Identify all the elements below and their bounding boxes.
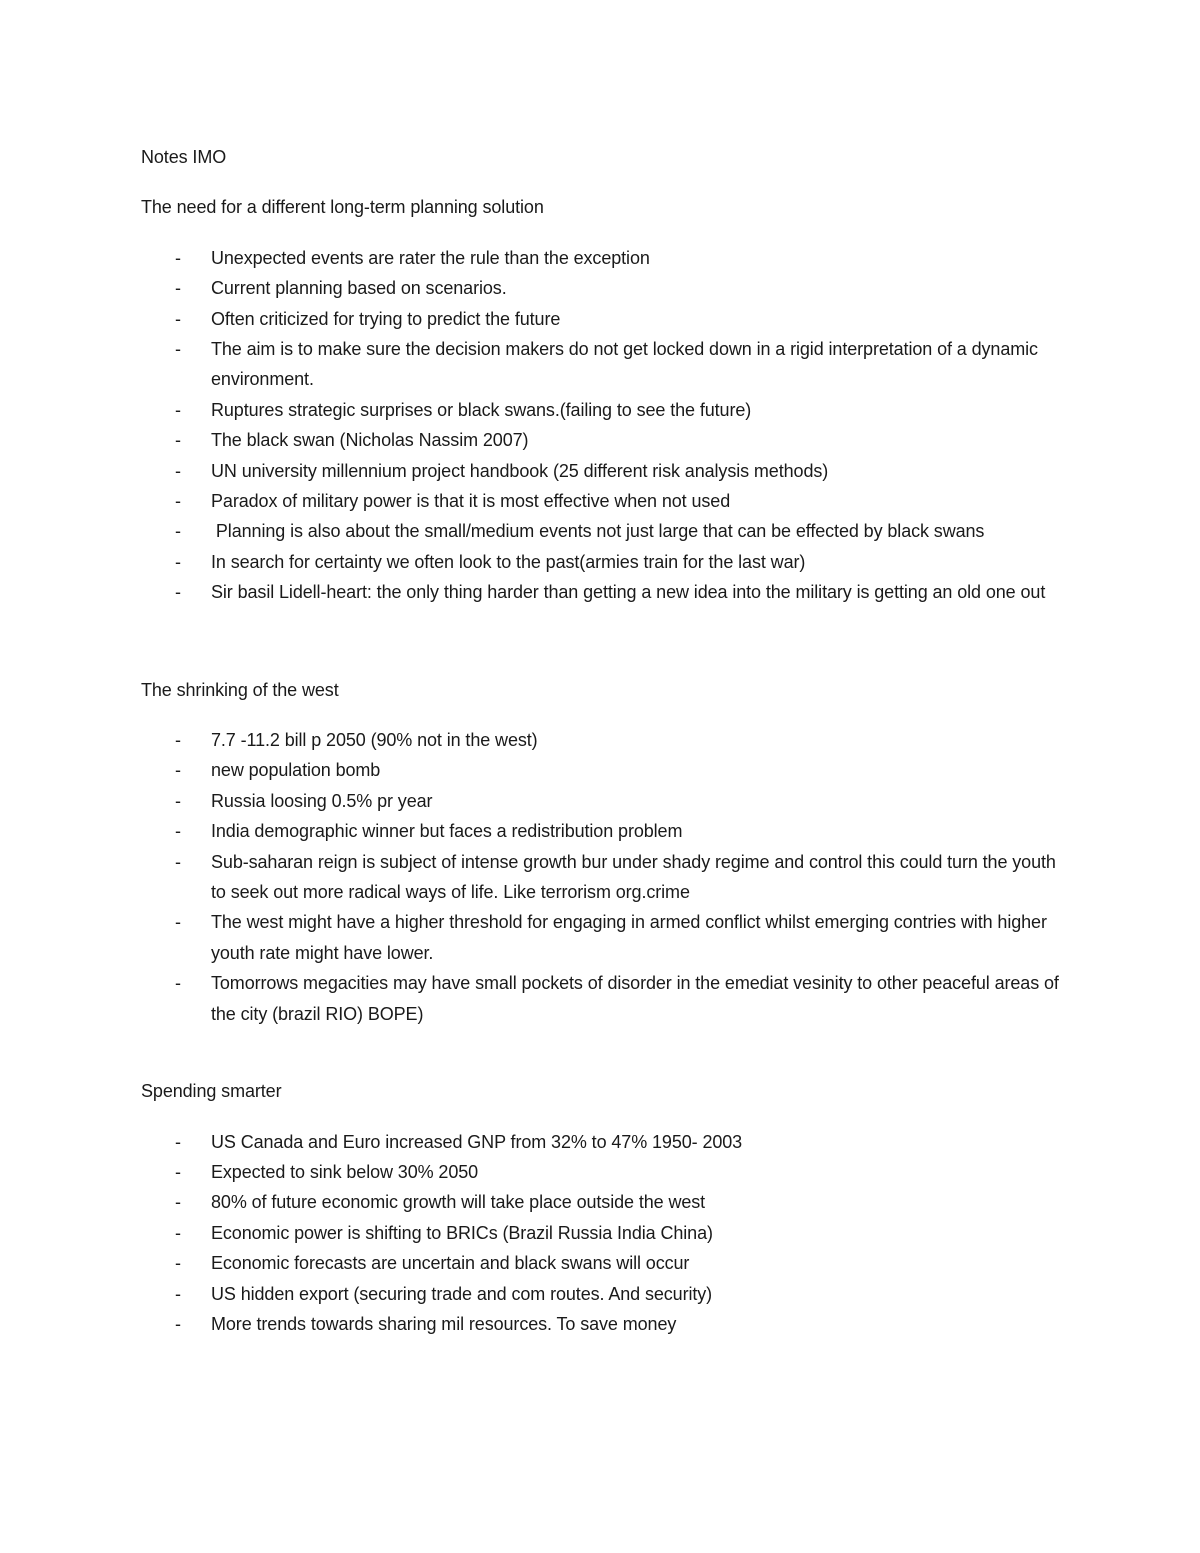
- dash-bullet-icon: -: [175, 1161, 181, 1182]
- list-item: [141, 786, 1071, 816]
- list-item: [141, 816, 1071, 846]
- list-item: [141, 1187, 1071, 1217]
- list-item-text: Tomorrows megacities may have small pockets of disorder in the emediat vesinity to other peaceful areas of the city (brazil RIO) BOPE): [211, 973, 1059, 1024]
- list-item-text: The aim is to make sure the decision makers do not get locked down in a rigid interpretation of a dynamic environment.: [211, 339, 1038, 390]
- bullet-list: [141, 1127, 1071, 1340]
- list-item-text: India demographic winner but faces a redistribution problem: [211, 821, 683, 842]
- list-item-text: 7.7 -11.2 bill p 2050 (90% not in the west): [211, 730, 538, 751]
- list-item-text: Economic forecasts are uncertain and black swans will occur: [211, 1253, 690, 1274]
- list-item: [141, 547, 1071, 577]
- list-item: [141, 243, 1071, 273]
- dash-bullet-icon: -: [175, 278, 181, 299]
- dash-bullet-icon: -: [175, 730, 181, 751]
- list-item: [141, 907, 1071, 968]
- bullet-list: [141, 243, 1071, 608]
- dash-bullet-icon: -: [175, 460, 181, 481]
- section-shrinking-west: [141, 675, 1071, 1029]
- list-item: [141, 273, 1071, 303]
- list-item-text: US Canada and Euro increased GNP from 32% to 47% 1950- 2003: [211, 1131, 743, 1152]
- dash-bullet-icon: -: [175, 821, 181, 842]
- dash-bullet-icon: -: [175, 1222, 181, 1243]
- dash-bullet-icon: -: [175, 247, 181, 268]
- list-item: [141, 1157, 1071, 1187]
- list-item-text: Planning is also about the small/medium events not just large that can be effected by black swans: [211, 521, 985, 542]
- dash-bullet-icon: -: [175, 582, 181, 603]
- dash-bullet-icon: -: [175, 1283, 181, 1304]
- list-item: [141, 1218, 1071, 1248]
- dash-bullet-icon: -: [175, 339, 181, 359]
- dash-bullet-icon: -: [175, 912, 181, 933]
- list-item-text: Sub-saharan reign is subject of intense growth bur under shady regime and control this could turn the youth to seek out more radical ways of life. Like terrorism org.crime: [211, 851, 1056, 903]
- list-item: [141, 755, 1071, 785]
- list-item-text: US hidden export (securing trade and com routes. And security): [211, 1283, 713, 1304]
- list-item: [141, 304, 1071, 334]
- section-spending-smarter: [141, 1076, 1071, 1339]
- list-item-text: Economic power is shifting to BRICs (Brazil Russia India China): [211, 1222, 713, 1243]
- list-item-text: Paradox of military power is that it is most effective when not used: [211, 491, 731, 512]
- document-page: [141, 142, 1071, 1339]
- dash-bullet-icon: -: [175, 551, 181, 572]
- list-item-text: new population bomb: [211, 760, 381, 781]
- bullet-list: [141, 725, 1071, 1029]
- list-item: [141, 1279, 1071, 1309]
- dash-bullet-icon: -: [175, 851, 181, 872]
- list-item: [141, 334, 1071, 395]
- list-item: [141, 725, 1071, 755]
- list-item: [141, 425, 1071, 455]
- list-item: [141, 516, 1071, 546]
- list-item-text: Often criticized for trying to predict the future: [211, 308, 561, 329]
- list-item: [141, 577, 1071, 607]
- dash-bullet-icon: -: [175, 973, 181, 994]
- dash-bullet-icon: -: [175, 491, 181, 512]
- dash-bullet-icon: -: [175, 308, 181, 329]
- list-item-text: Ruptures strategic surprises or black swans.(failing to see the future): [211, 399, 752, 420]
- list-item: [141, 1309, 1071, 1339]
- list-item-text: Current planning based on scenarios.: [211, 278, 507, 299]
- list-item: [141, 847, 1071, 908]
- list-item: [141, 395, 1071, 425]
- list-item: [141, 968, 1071, 1029]
- list-item-text: UN university millennium project handbook (25 different risk analysis methods): [211, 460, 829, 481]
- list-item-text: The black swan (Nicholas Nassim 2007): [211, 430, 529, 451]
- list-item-text: In search for certainty we often look to the past(armies train for the last war): [211, 551, 806, 572]
- list-item-text: More trends towards sharing mil resources. To save money: [211, 1313, 677, 1334]
- list-item: [141, 456, 1071, 486]
- list-item: [141, 1248, 1071, 1278]
- list-item: [141, 1127, 1071, 1157]
- dash-bullet-icon: -: [175, 1192, 181, 1213]
- document-title: Notes IMO: [141, 147, 227, 167]
- list-item-text: Russia loosing 0.5% pr year: [211, 790, 433, 811]
- dash-bullet-icon: -: [175, 1131, 181, 1152]
- section-heading: The shrinking of the west: [141, 679, 339, 700]
- dash-bullet-icon: -: [175, 399, 181, 420]
- dash-bullet-icon: -: [175, 521, 181, 542]
- section-planning: [141, 192, 1071, 607]
- dash-bullet-icon: -: [175, 430, 181, 451]
- dash-bullet-icon: -: [175, 760, 181, 781]
- section-heading: Spending smarter: [141, 1081, 282, 1102]
- dash-bullet-icon: -: [175, 1253, 181, 1274]
- list-item-text: Expected to sink below 30% 2050: [211, 1161, 479, 1182]
- list-item-text: 80% of future economic growth will take place outside the west: [211, 1192, 706, 1213]
- dash-bullet-icon: -: [175, 790, 181, 811]
- list-item: [141, 486, 1071, 516]
- section-heading: The need for a different long-term planning solution: [141, 197, 544, 218]
- list-item-text: Sir basil Lidell-heart: the only thing harder than getting a new idea into the military is getting an old one out: [211, 582, 1046, 603]
- dash-bullet-icon: -: [175, 1313, 181, 1334]
- list-item-text: The west might have a higher threshold for engaging in armed conflict whilst emerging contries with higher youth rate might have lower.: [211, 912, 1047, 963]
- list-item-text: Unexpected events are rater the rule than the exception: [211, 247, 650, 268]
